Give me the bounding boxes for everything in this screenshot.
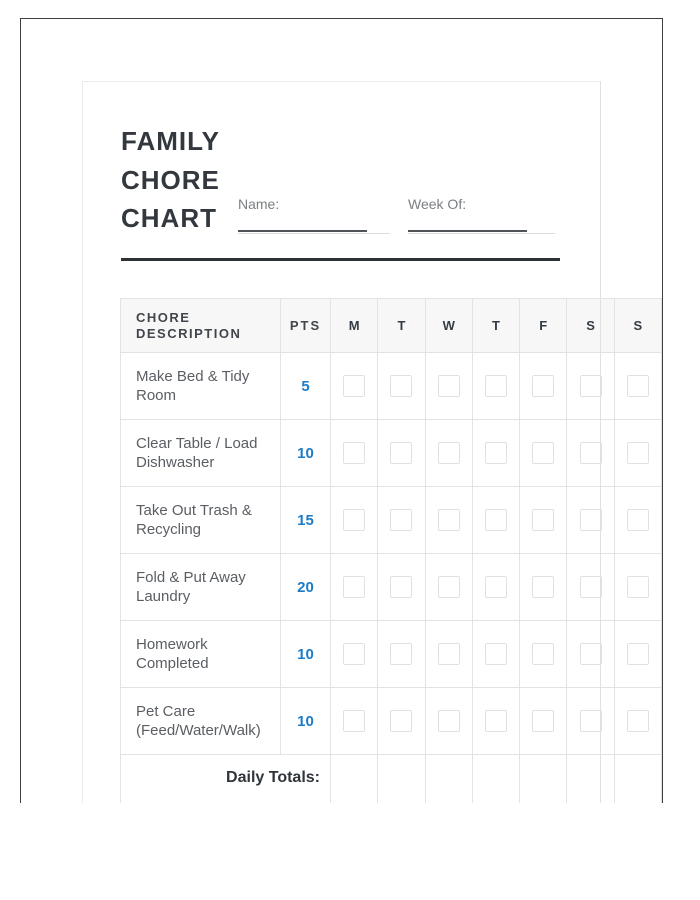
day-cell <box>426 353 473 420</box>
checkbox[interactable] <box>390 576 412 598</box>
checkbox[interactable] <box>438 509 460 531</box>
day-cell <box>473 554 520 621</box>
day-cell <box>331 621 378 688</box>
checkbox[interactable] <box>532 643 554 665</box>
chore-cell: Pet Care (Feed/Water/Walk) <box>121 688 281 755</box>
checkbox[interactable] <box>532 710 554 732</box>
checkbox[interactable] <box>532 375 554 397</box>
points-cell: 10 <box>281 621 331 688</box>
day-cell <box>567 688 614 755</box>
day-header-monday: M <box>331 299 378 353</box>
day-cell <box>615 621 662 688</box>
checkbox[interactable] <box>390 442 412 464</box>
chore-cell: Take Out Trash & Recycling <box>121 487 281 554</box>
checkbox[interactable] <box>485 576 507 598</box>
chore-cell: Clear Table / Load Dishwasher <box>121 420 281 487</box>
day-cell <box>378 353 425 420</box>
checkbox[interactable] <box>532 576 554 598</box>
day-cell <box>615 688 662 755</box>
checkbox[interactable] <box>343 643 365 665</box>
checkbox[interactable] <box>343 576 365 598</box>
daily-total-cell <box>331 755 378 803</box>
checkbox[interactable] <box>485 442 507 464</box>
checkbox[interactable] <box>343 710 365 732</box>
table-row <box>121 420 662 487</box>
day-cell <box>378 420 425 487</box>
daily-totals-label: Daily Totals: <box>121 755 331 803</box>
day-cell <box>473 688 520 755</box>
table-row <box>121 688 662 755</box>
table-row <box>121 621 662 688</box>
checkbox[interactable] <box>627 643 649 665</box>
day-cell <box>520 621 567 688</box>
day-cell <box>426 420 473 487</box>
day-header-tuesday: T <box>378 299 425 353</box>
checkbox[interactable] <box>580 643 602 665</box>
checkbox[interactable] <box>580 509 602 531</box>
checkbox[interactable] <box>580 576 602 598</box>
page-frame <box>20 18 663 803</box>
day-cell <box>378 688 425 755</box>
checkbox[interactable] <box>580 442 602 464</box>
points-cell: 20 <box>281 554 331 621</box>
daily-total-cell <box>520 755 567 803</box>
day-cell <box>520 420 567 487</box>
chore-description-header: CHORE DESCRIPTION <box>121 299 281 353</box>
table-header-row <box>121 299 662 353</box>
day-cell <box>426 621 473 688</box>
day-cell <box>520 487 567 554</box>
day-cell <box>378 554 425 621</box>
day-cell <box>567 487 614 554</box>
checkbox[interactable] <box>627 509 649 531</box>
checkbox[interactable] <box>343 375 365 397</box>
daily-total-cell <box>426 755 473 803</box>
checkbox[interactable] <box>627 442 649 464</box>
day-cell <box>520 554 567 621</box>
day-cell <box>520 353 567 420</box>
name-label: Name: <box>238 196 280 212</box>
day-cell <box>473 353 520 420</box>
checkbox[interactable] <box>390 643 412 665</box>
table-row <box>121 487 662 554</box>
day-cell <box>615 487 662 554</box>
daily-total-cell <box>567 755 614 803</box>
points-cell: 15 <box>281 487 331 554</box>
day-cell <box>615 353 662 420</box>
checkbox[interactable] <box>627 375 649 397</box>
day-cell <box>567 353 614 420</box>
day-cell <box>331 353 378 420</box>
day-cell <box>520 688 567 755</box>
checkbox[interactable] <box>485 375 507 397</box>
day-header-thursday: T <box>473 299 520 353</box>
table-body <box>121 353 662 755</box>
checkbox[interactable] <box>390 375 412 397</box>
day-cell <box>615 554 662 621</box>
header-divider-rule <box>121 258 560 261</box>
checkbox[interactable] <box>390 509 412 531</box>
checkbox[interactable] <box>532 442 554 464</box>
checkbox[interactable] <box>438 442 460 464</box>
checkbox[interactable] <box>627 576 649 598</box>
card-right-border-line <box>600 81 601 803</box>
checkbox[interactable] <box>532 509 554 531</box>
points-cell: 5 <box>281 353 331 420</box>
day-header-saturday: S <box>567 299 614 353</box>
checkbox[interactable] <box>580 375 602 397</box>
day-cell <box>615 420 662 487</box>
daily-total-cell <box>378 755 425 803</box>
day-cell <box>378 621 425 688</box>
daily-totals-row <box>121 755 662 803</box>
day-header-friday: F <box>520 299 567 353</box>
day-cell <box>331 487 378 554</box>
chore-cell: Homework Completed <box>121 621 281 688</box>
title-line-3: CHART <box>121 203 217 233</box>
title-line-2: CHORE <box>121 164 220 195</box>
day-cell <box>378 487 425 554</box>
table-row <box>121 554 662 621</box>
checkbox[interactable] <box>438 710 460 732</box>
week-of-field-underline <box>408 233 555 234</box>
page-title <box>121 122 220 238</box>
name-field-underline <box>238 233 390 234</box>
checkbox[interactable] <box>343 442 365 464</box>
checkbox[interactable] <box>438 576 460 598</box>
day-cell <box>426 487 473 554</box>
chore-cell: Fold & Put Away Laundry <box>121 554 281 621</box>
name-input[interactable] <box>238 230 367 232</box>
day-cell <box>426 554 473 621</box>
checkbox[interactable] <box>485 643 507 665</box>
day-cell <box>331 554 378 621</box>
points-cell: 10 <box>281 688 331 755</box>
checkbox[interactable] <box>390 710 412 732</box>
day-cell <box>331 420 378 487</box>
day-header-wednesday: W <box>426 299 473 353</box>
daily-total-cell <box>473 755 520 803</box>
daily-total-cell <box>615 755 662 803</box>
title-line-1: FAMILY <box>121 126 220 156</box>
chore-cell: Make Bed & Tidy Room <box>121 353 281 420</box>
chore-table <box>120 298 662 803</box>
day-cell <box>567 621 614 688</box>
checkbox[interactable] <box>485 509 507 531</box>
day-cell <box>567 554 614 621</box>
day-cell <box>473 487 520 554</box>
day-cell <box>426 688 473 755</box>
points-cell: 10 <box>281 420 331 487</box>
checkbox[interactable] <box>438 643 460 665</box>
table-row <box>121 353 662 420</box>
checkbox[interactable] <box>485 710 507 732</box>
checkbox[interactable] <box>438 375 460 397</box>
checkbox[interactable] <box>627 710 649 732</box>
week-of-input[interactable] <box>408 230 527 232</box>
day-cell <box>473 420 520 487</box>
checkbox[interactable] <box>580 710 602 732</box>
day-header-sunday: S <box>615 299 662 353</box>
day-cell <box>473 621 520 688</box>
checkbox[interactable] <box>343 509 365 531</box>
points-header: PTS <box>281 299 331 353</box>
day-cell <box>331 688 378 755</box>
day-cell <box>567 420 614 487</box>
week-of-label: Week Of: <box>408 196 467 212</box>
